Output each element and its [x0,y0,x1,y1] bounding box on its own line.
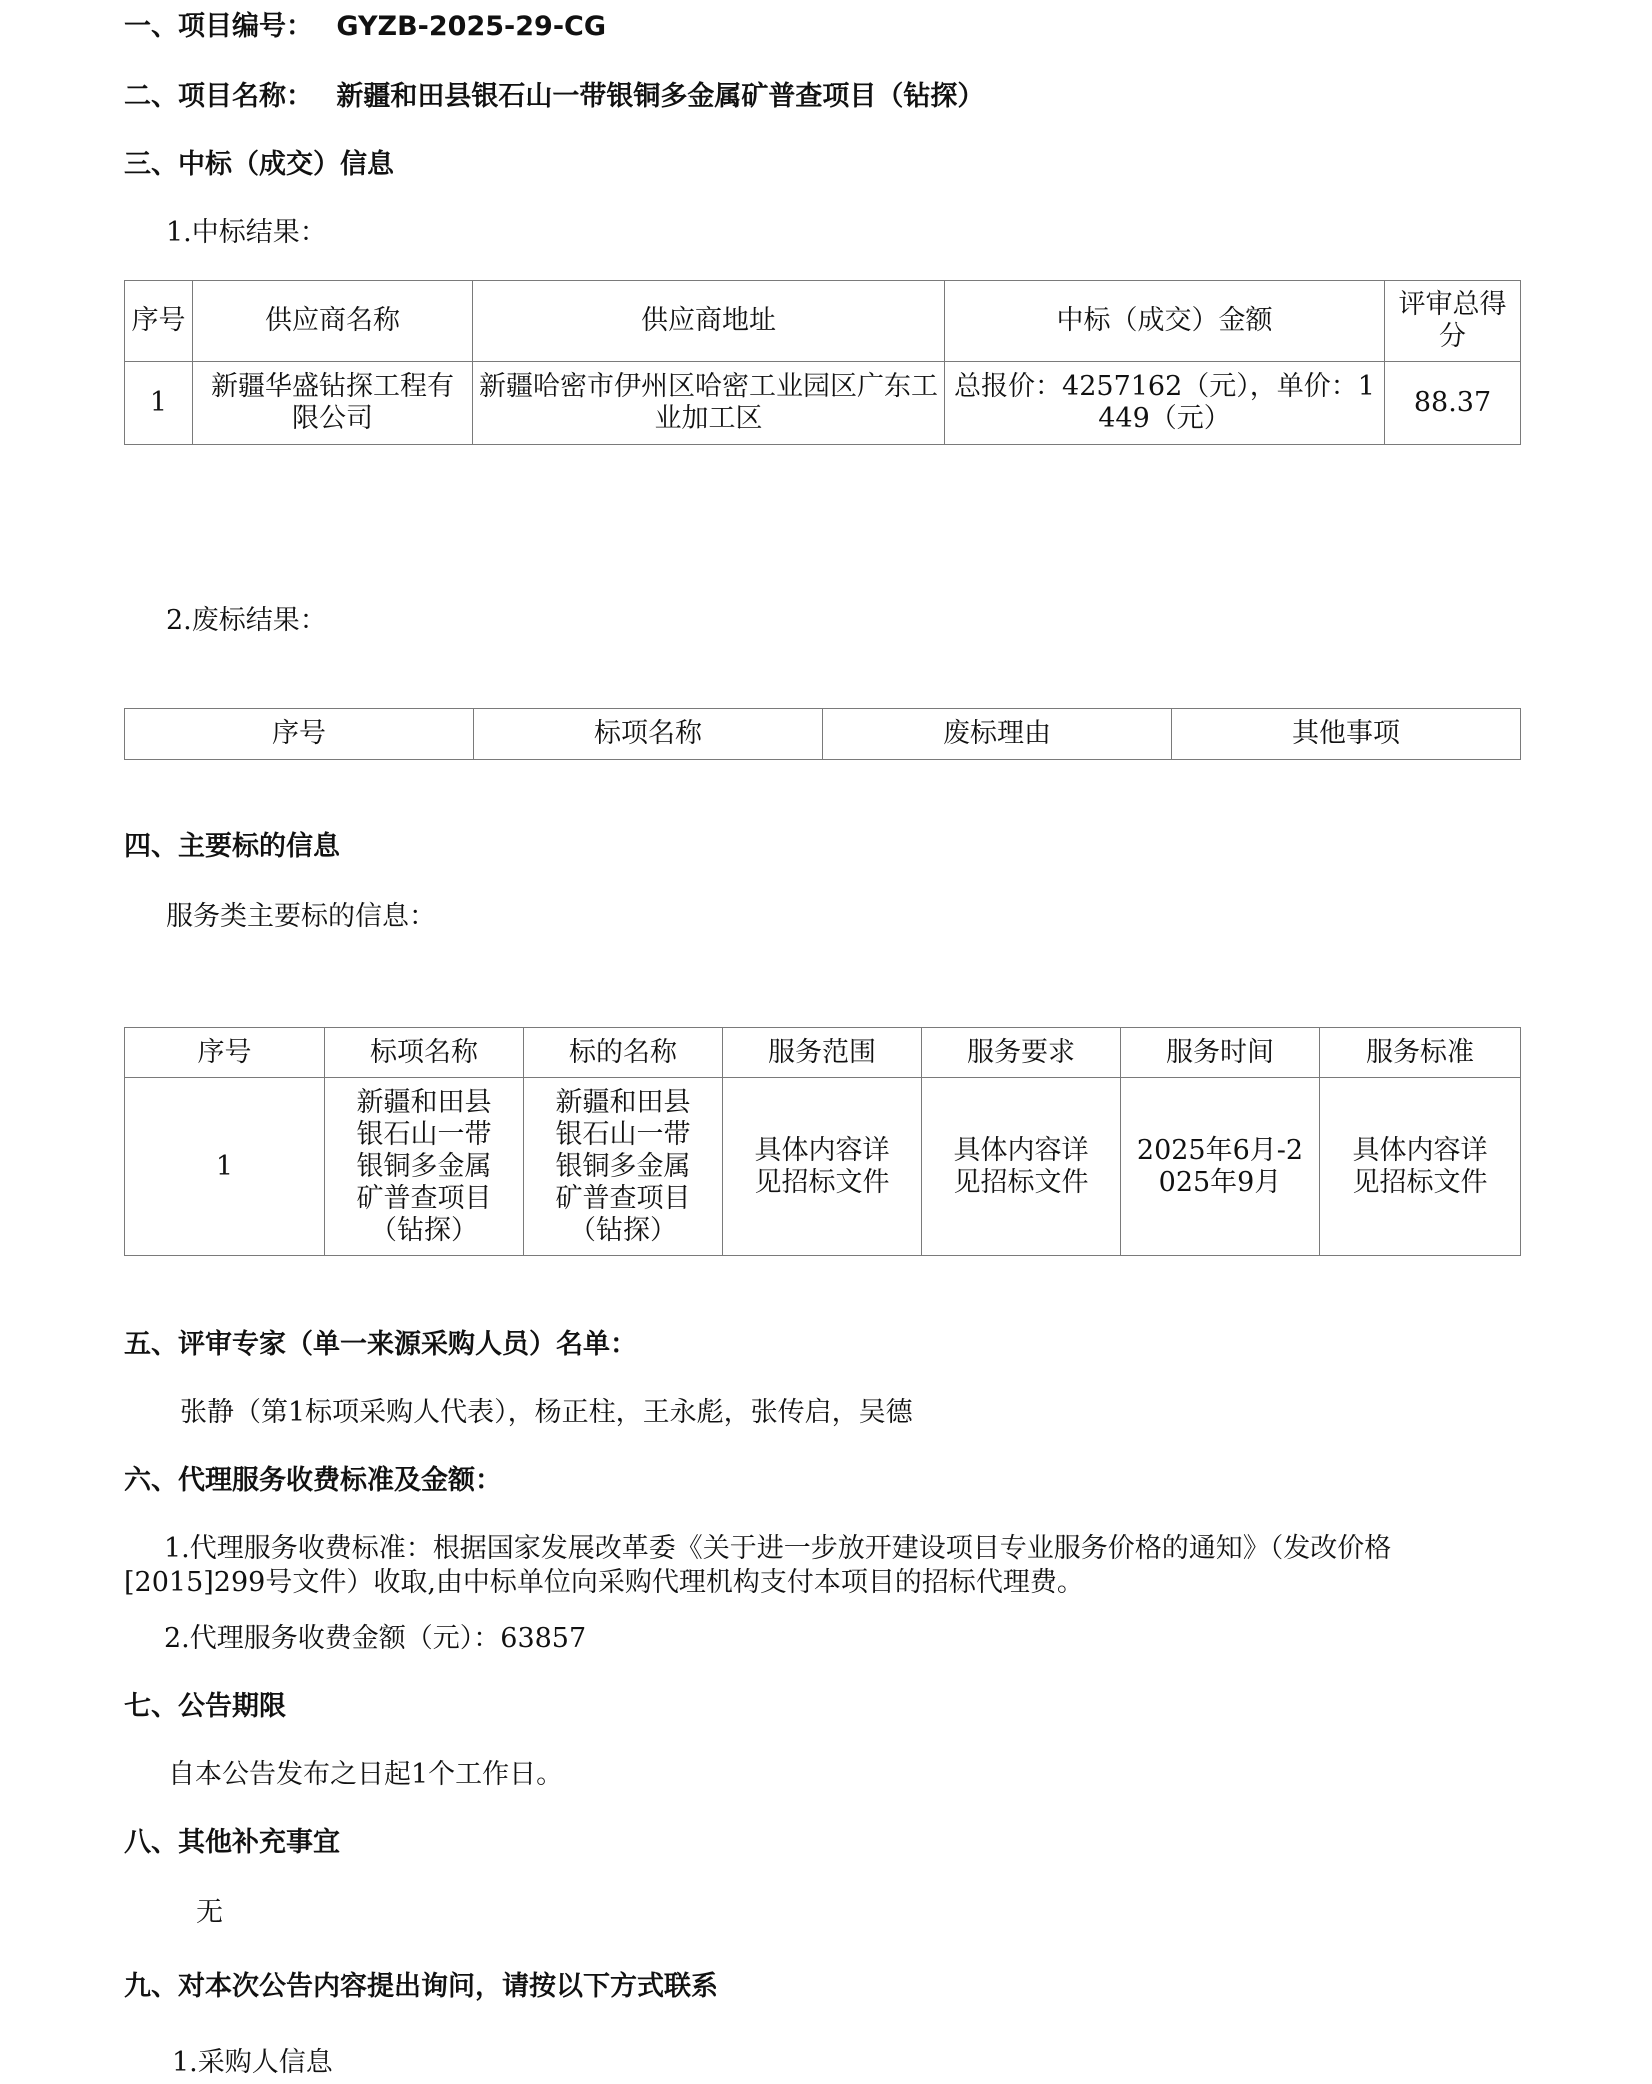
project-number-label: 一、项目编号： [124,11,313,42]
section-contact-title: 九、对本次公告内容提出询问，请按以下方式联系 [124,1971,718,2002]
section-experts-title: 五、评审专家（单一来源采购人员）名单： [124,1329,637,1360]
service-row-subject-name: 新疆和田县银石山一带银铜多金属矿普查项目（钻探） [524,1078,723,1256]
service-subject-table [124,1027,1521,1256]
project-number-line [124,10,606,44]
failed-col-other: 其他事项 [1172,709,1521,760]
service-col-time: 服务时间 [1121,1028,1320,1078]
failed-bid-label: 2.废标结果： [166,605,327,636]
award-table-header-row [125,281,1521,362]
section-other-matters-title: 八、其他补充事宜 [124,1827,340,1858]
award-col-address: 供应商地址 [473,281,945,362]
service-row-lot-name: 新疆和田县银石山一带银铜多金属矿普查项目（钻探） [325,1078,524,1256]
project-name-label: 二、项目名称： [124,81,313,112]
service-row-standard: 具体内容详见招标文件 [1320,1078,1521,1256]
award-result-label: 1.中标结果： [166,217,327,248]
award-col-score: 评审总得分 [1385,281,1521,362]
project-name-value: 新疆和田县银石山一带银铜多金属矿普查项目（钻探） [336,81,985,112]
award-result-table [124,280,1521,445]
award-row-score: 88.37 [1385,362,1521,445]
purchaser-info-label: 1.采购人信息 [172,2047,333,2078]
award-row-amount: 总报价：4257162（元），单价：1449（元） [945,362,1385,445]
service-row-requirement: 具体内容详见招标文件 [922,1078,1121,1256]
agency-fee-standard: 1.代理服务收费标准：根据国家发展改革委《关于进一步放开建设项目专业服务价格的通知》（发改价格[2015]299号文件）收取,由中标单位向采购代理机构支付本项目的招标代理费。 [124,1533,1392,1598]
section-award-title: 三、中标（成交）信息 [124,149,394,180]
service-row-no: 1 [125,1078,325,1256]
failed-col-lot-name: 标项名称 [474,709,823,760]
failed-col-no: 序号 [125,709,474,760]
project-number-value: GYZB-2025-29-CG [336,11,606,42]
table-row [125,1078,1521,1256]
service-col-no: 序号 [125,1028,325,1078]
failed-bid-table [124,708,1521,760]
other-matters-text: 无 [196,1897,223,1928]
service-row-scope: 具体内容详见招标文件 [723,1078,922,1256]
award-row-supplier: 新疆华盛钻探工程有限公司 [193,362,473,445]
notice-period-text: 自本公告发布之日起1个工作日。 [168,1759,564,1790]
award-col-supplier: 供应商名称 [193,281,473,362]
project-name-line [124,80,984,114]
service-col-lot-name: 标项名称 [325,1028,524,1078]
service-col-requirement: 服务要求 [922,1028,1121,1078]
section-agency-fee-title: 六、代理服务收费标准及金额： [124,1465,502,1496]
award-col-no: 序号 [125,281,193,362]
failed-col-reason: 废标理由 [823,709,1172,760]
award-row-address: 新疆哈密市伊州区哈密工业园区广东工业加工区 [473,362,945,445]
section-subject-title: 四、主要标的信息 [124,831,340,862]
section-notice-period-title: 七、公告期限 [124,1691,286,1722]
service-table-header-row [125,1028,1521,1078]
award-row-no: 1 [125,362,193,445]
service-col-standard: 服务标准 [1320,1028,1521,1078]
table-row [125,362,1521,445]
service-col-scope: 服务范围 [723,1028,922,1078]
service-subject-label: 服务类主要标的信息： [166,901,436,932]
service-row-time: 2025年6月-2025年9月 [1121,1078,1320,1256]
agency-fee-amount: 2.代理服务收费金额（元）：63857 [164,1623,587,1654]
award-col-amount: 中标（成交）金额 [945,281,1385,362]
experts-list: 张静（第1标项采购人代表），杨正柱，王永彪，张传启，吴德 [180,1397,913,1428]
service-col-subject-name: 标的名称 [524,1028,723,1078]
failed-table-header-row [125,709,1521,760]
